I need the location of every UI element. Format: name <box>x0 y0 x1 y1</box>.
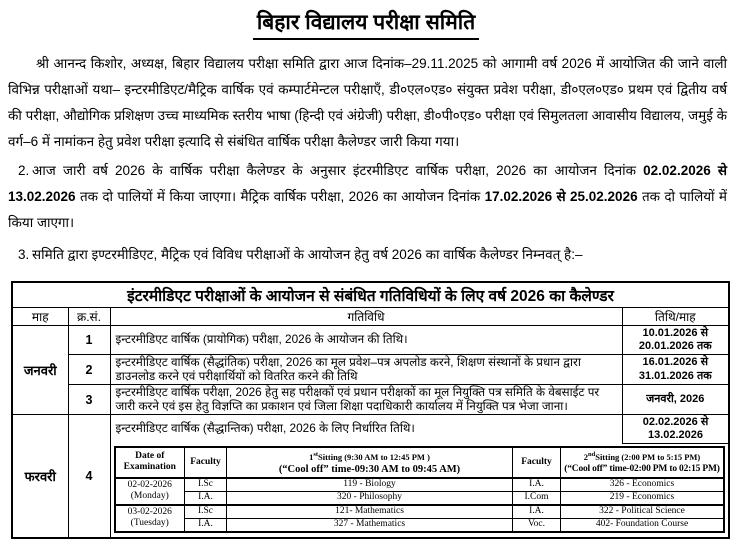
activity-cell: इन्टरमीडिएट वार्षिक (सैद्धांतिक) परीक्षा, 2026 का मूल प्रवेश–पत्र अपलोड करने, शिक्षण संस्थानों के प्रधान द्वारा डाउनलोड करने एवं परीक्षार्थियों को वितरित करने की तिथि <box>110 355 622 385</box>
schedule-table <box>114 446 726 533</box>
activity-cell: इन्टरमीडिएट वार्षिक (सैद्धान्तिक) परीक्षा, 2026 के लिए निर्धारित तिथि। <box>115 421 415 435</box>
subject-cell: 219 - Economics <box>561 491 725 505</box>
month-cell-january: जनवरी <box>12 326 68 415</box>
month-cell-february: फरवरी <box>12 415 68 538</box>
col-header-date: तिथि/माह <box>622 308 729 326</box>
schedule-header-sitting1: 1stSitting (9:30 AM to 12:45 PM ) (“Cool off” time-09:30 AM to 09:45 AM) <box>227 447 513 478</box>
schedule-wrap <box>111 444 729 537</box>
paragraph-1: श्री आनन्द किशोर, अध्यक्ष, बिहार विद्यालय परीक्षा समिति द्वारा आज दिनांक–29.11.2025 को आगामी वर्ष 2026 में आयोजित की जाने वाली विभिन्न परीक्षाओं यथा– इन्टरमीडिएट/मैट्रिक वार्षिक एवं कम्पार्टमेन्टल परीक्षाएँ, डी०एल०एड० संयुक्त प्रवेश परीक्षा, डी०एल०एड० प्रथम एवं द्वितीय वर्ष की परीक्षा, औद्योगिक प्रशिक्षण उच्च माध्यमिक स्तरीय भाषा (हिन्दी एवं अंग्रेजी) परीक्षा, डी०पी०एड० परीक्षा एवं सिमुलतला आवासीय विद्यालय, जमुई के वर्ग–6 में नामांकन हेतु प्रवेश परीक्षा इत्यादि से संबंधित वार्षिक परीक्षा कैलेण्डर जारी किया गया। <box>8 56 727 149</box>
date-cell: 10.01.2026 से 20.01.2026 तक <box>622 326 729 355</box>
paragraph-3 <box>8 242 727 268</box>
serial-cell: 2 <box>68 355 110 385</box>
exam-date-cell: 02-02-2026 (Monday) <box>115 478 185 505</box>
faculty-cell: I.Sc <box>185 505 227 519</box>
serial-cell: 3 <box>68 385 110 415</box>
subject-cell: 121- Mathematics <box>227 505 513 519</box>
date-cell: जनवरी, 2026 <box>622 385 729 415</box>
subject-cell: 402- Foundation Course <box>561 518 725 532</box>
faculty-cell: I.A. <box>185 491 227 505</box>
february-combined-cell <box>110 415 729 538</box>
faculty-cell: Voc. <box>513 518 561 532</box>
calendar-title: इंटरमीडिएट परीक्षाओं के आयोजन से संबंधित गतिविधियों के लिए वर्ष 2026 का कैलेण्डर <box>12 282 729 308</box>
schedule-header-date: Date of Examination <box>115 447 185 478</box>
schedule-header-faculty2: Faculty <box>513 447 561 478</box>
schedule-header-faculty1: Faculty <box>185 447 227 478</box>
exam-date-range-matric: 17.02.2026 से 25.02.2026 <box>484 189 638 204</box>
exam-date-range-inter: 02.02.2026 से 13.02.2026 <box>8 163 727 204</box>
paragraph-2: 2. आज जारी वर्ष 2026 के वार्षिक परीक्षा कैलेण्डर के अनुसार इंटरमीडिएट वार्षिक परीक्षा, 2026 का आयोजन दिनांक 02.02.2026 से 13.02.2026 तक दो पालियों में किया जाएगा। मैट्रिक वार्षिक परीक्षा, 2026 का आयोजन दिनांक 17.02.2026 से 25.02.2026 तक दो पालियों में किया जाएगा। <box>8 158 727 236</box>
serial-cell: 1 <box>68 326 110 355</box>
faculty-cell: I.Com <box>513 491 561 505</box>
paragraph-3-text: समिति द्वारा इण्टरमीडिएट, मैट्रिक एवं विविध परीक्षाओं के आयोजन हेतु वर्ष 2026 का वार्षिक कैलेण्डर निम्नवत् है:– <box>32 247 583 262</box>
document-page <box>0 10 732 530</box>
subject-cell: 322 - Political Science <box>561 505 725 519</box>
subject-cell: 119 - Biology <box>227 478 513 492</box>
title-wrap <box>0 10 732 40</box>
schedule-row <box>115 478 725 492</box>
subject-cell: 320 - Philosophy <box>227 491 513 505</box>
faculty-cell: I.A. <box>513 478 561 492</box>
exam-date-cell: 03-02-2026 (Tuesday) <box>115 505 185 532</box>
paragraph-2-text: आज जारी वर्ष 2026 के वार्षिक परीक्षा कैलेण्डर के अनुसार इंटरमीडिएट वार्षिक परीक्षा, 2026 का आयोजन दिनांक <box>32 163 644 178</box>
faculty-cell: I.A. <box>513 505 561 519</box>
schedule-header-sitting2: 2ndSitting (2:00 PM to 5:15 PM) (“Cool off” time-02:00 PM to 02:15 PM) <box>561 447 725 478</box>
schedule-row <box>115 505 725 519</box>
paragraph-3-number: 3. <box>18 247 30 262</box>
col-header-activity: गतिविधि <box>110 308 622 326</box>
schedule-row <box>115 491 725 505</box>
activity-cell: इन्टरमीडिएट वार्षिक परीक्षा, 2026 हेतु सह परीक्षकों एवं प्रधान परीक्षकों का मूल नियुक्ति पत्र समिति के वेबसाईट पर जारी करने एवं इस हेतु विज्ञप्ति का प्रकाशन एवं जिला शिक्षा पदाधिकारी कार्यालय में नियुक्ति पत्र भेजा जाना। <box>110 385 622 415</box>
paragraph-2-number: 2. <box>18 163 30 178</box>
faculty-cell: I.A. <box>185 518 227 532</box>
faculty-cell: I.Sc <box>185 478 227 492</box>
col-header-serial: क्र.सं. <box>68 308 110 326</box>
date-cell: 16.01.2026 से 31.01.2026 तक <box>622 355 729 385</box>
document-title: बिहार विद्यालय परीक्षा समिति <box>253 10 479 40</box>
calendar-row <box>12 355 729 385</box>
calendar-table <box>11 281 730 539</box>
calendar-row <box>12 385 729 415</box>
subject-cell: 326 - Economics <box>561 478 725 492</box>
subject-cell: 327 - Mathematics <box>227 518 513 532</box>
activity-cell: इन्टरमीडिएट वार्षिक (प्रायोगिक) परीक्षा, 2026 के आयोजन की तिथि। <box>110 326 622 355</box>
serial-cell: 4 <box>68 415 110 538</box>
calendar-row <box>12 326 729 355</box>
calendar-row-february <box>12 415 729 538</box>
col-header-month: माह <box>12 308 68 326</box>
schedule-row <box>115 518 725 532</box>
date-cell: 02.02.2026 से 13.02.2026 <box>622 415 728 444</box>
